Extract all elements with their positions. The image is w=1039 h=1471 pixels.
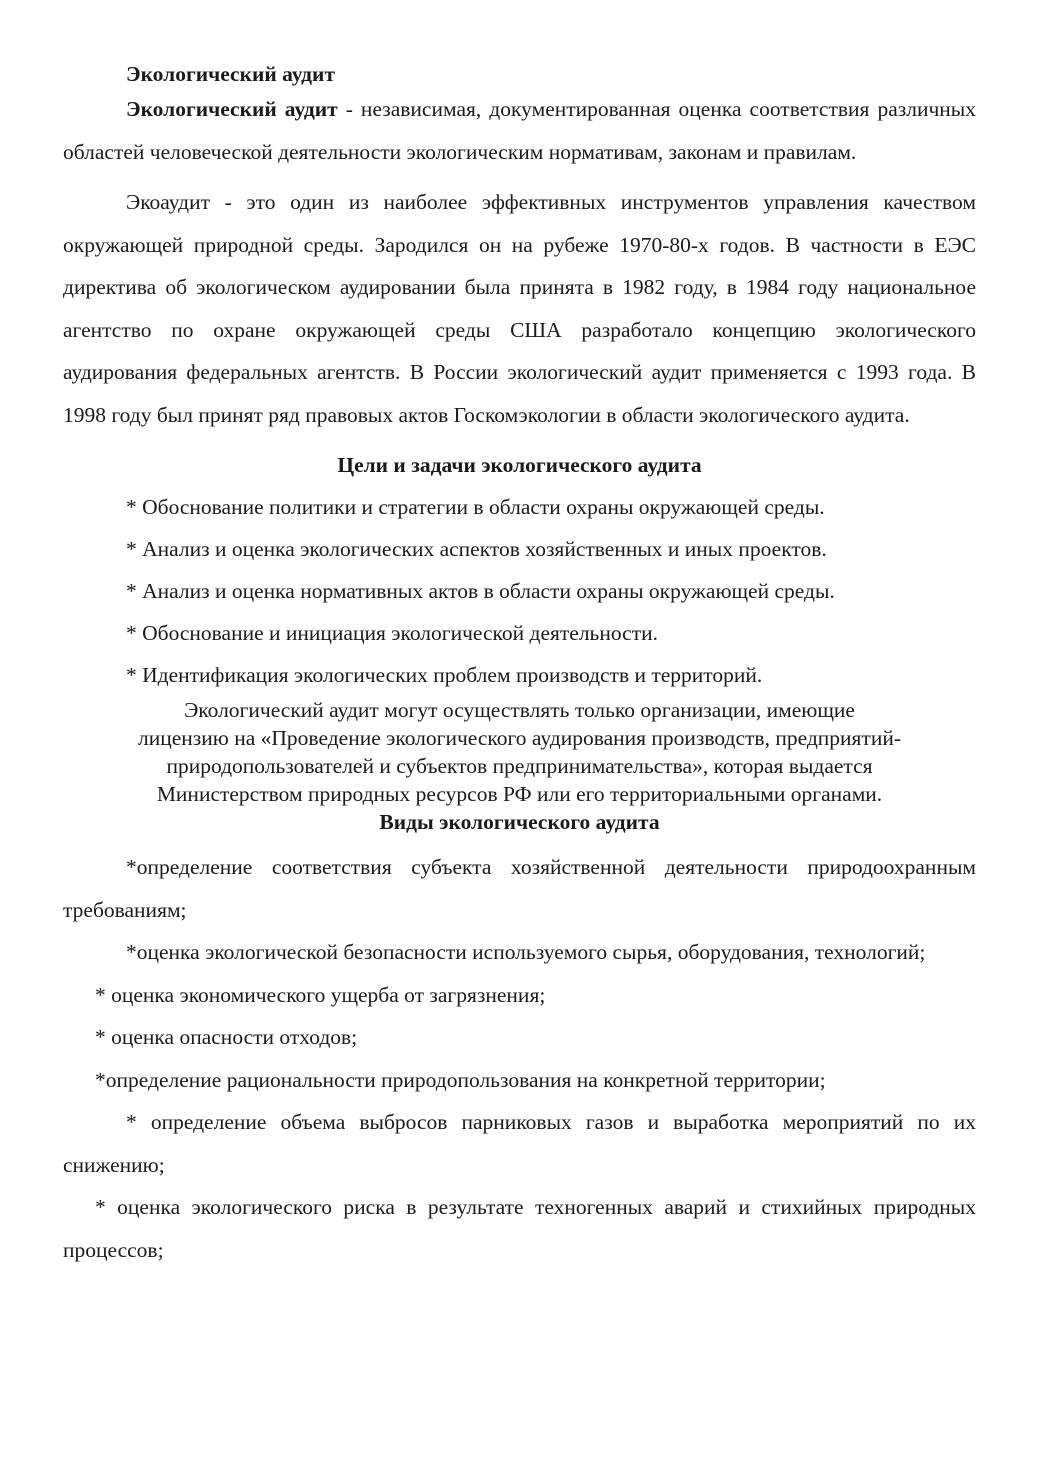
goals-heading: Цели и задачи экологического аудита (337, 453, 702, 477)
goal-item: * Анализ и оценка нормативных актов в области охраны окружающей среды. (126, 579, 835, 603)
type-item: *определение соответствия субъекта хозяйственной деятельности природоохранным требованиям; (63, 855, 976, 922)
goal-item: * Анализ и оценка экологических аспектов хозяйственных и иных проектов. (126, 537, 827, 561)
type-item: * определение объема выбросов парниковых газов и выработка мероприятий по их снижению; (63, 1110, 976, 1177)
goal-item: * Идентификация экологических проблем производств и территорий. (126, 663, 763, 687)
type-item: *оценка экологической безопасности используемого сырья, оборудования, технологий; (126, 940, 926, 964)
type-item: * оценка опасности отходов; (95, 1025, 358, 1049)
license-line: природопользователей и субъектов предпринимательства», которая выдается (166, 754, 873, 778)
license-notice (63, 696, 976, 808)
document-page (63, 60, 976, 1271)
definition-term: Экологический аудит (126, 97, 338, 121)
type-item: * оценка экологического риска в результате техногенных аварий и стихийных природных процессов; (63, 1195, 976, 1262)
goal-item: * Обоснование и инициация экологической деятельности. (126, 621, 658, 645)
history-paragraph: Экоаудит - это один из наиболее эффективных инструментов управления качеством окружающей природной среды. Зародился он на рубеже 1970-80-х годов. В частности в ЕЭС директива об экологическом аудировании была принята в 1982 году, в 1984 году национальное агентство по охране окружающей среды США разработало концепцию экологического аудирования федеральных агентств. В России экологический аудит применяется с 1993 года. В 1998 году был принят ряд правовых актов Госкомэкологии в области экологического аудита. (63, 190, 976, 427)
goal-item: * Обоснование политики и стратегии в области охраны окружающей среды. (126, 495, 825, 519)
type-item: * оценка экономического ущерба от загрязнения; (95, 982, 546, 1007)
type-item: *определение рациональности природопользования на конкретной территории; (95, 1067, 826, 1092)
definition-paragraph (63, 88, 976, 173)
license-line: лицензию на «Проведение экологического аудирования производств, предприятий- (138, 726, 901, 750)
license-line: Министерством природных ресурсов РФ или его территориальными органами. (156, 782, 883, 806)
license-line: Экологический аудит могут осуществлять только организации, имеющие (184, 698, 855, 722)
document-title: Экологический аудит (126, 62, 336, 86)
types-heading: Виды экологического аудита (379, 810, 660, 834)
definition-text: - независимая, документированная оценка соответствия различных областей человеческой деятельности экологическим нормативам, законам и правилам. (63, 97, 976, 164)
